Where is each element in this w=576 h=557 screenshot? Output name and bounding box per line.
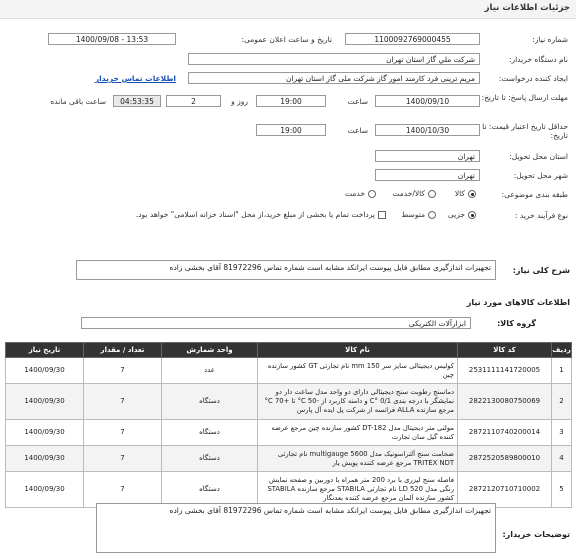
table-row[interactable] [6, 446, 572, 472]
remaining-time-label: ساعت باقی مانده [50, 97, 106, 106]
radio-icon[interactable] [368, 190, 376, 198]
province-label: استان محل تحویل: [509, 152, 568, 161]
validity-date-field: 1400/10/30 [375, 124, 480, 136]
cell-unit: دستگاه [162, 472, 258, 508]
cell-index: 2 [552, 384, 572, 420]
creator-label: ایجاد کننده درخواست: [498, 74, 568, 83]
deadline-date-field: 1400/09/10 [375, 95, 480, 107]
summary-text: تجهیزات اندازگیری مطابق فایل پیوست ایرانکد مشابه است شماره تماس 81972296 آقای بخشی زاده [76, 260, 496, 280]
table-row[interactable] [6, 358, 572, 384]
city-field: تهران [375, 169, 480, 181]
radio-selected-icon[interactable] [468, 211, 476, 219]
announce-label: تاریخ و ساعت اعلان عمومی: [241, 35, 332, 44]
cell-qty: 7 [84, 446, 162, 472]
buyer-contact-link[interactable]: اطلاعات تماس خریدار [94, 74, 176, 83]
deadline-label: مهلت ارسال پاسخ: تا تاریخ: [481, 93, 568, 102]
radio-icon[interactable] [428, 211, 436, 219]
process-label: نوع فرآیند خرید : [514, 211, 568, 220]
cell-index: 4 [552, 446, 572, 472]
goods-group-label: گروه کالا: [497, 319, 536, 328]
radio-selected-icon[interactable] [468, 190, 476, 198]
cell-name: کولیس دیجیتالی سایز سر 150 mm نام تجارتی GT کشور سازنده چین [258, 358, 458, 384]
cell-code: 2872110740200014 [458, 420, 552, 446]
cell-code: 2872520589800010 [458, 446, 552, 472]
goods-group-field: ابزارآلات الکتریکی [81, 317, 471, 329]
cell-name: دماسنج رطوبت سنج دیجیتالی دارای دو واحد مدل ساعت دار دو نمایشگر با درجه بندی C° 0/1 و دامنه کاربرد از -50 C° تا +70 C° مرجع سازنده ALLA فرانسه از شرکت پل ایده آل پارس [258, 384, 458, 420]
cell-unit: دستگاه [162, 420, 258, 446]
cell-unit: دستگاه [162, 446, 258, 472]
page-title: جزئیات اطلاعات نیاز [484, 3, 570, 13]
category-goods-option[interactable]: کالا [455, 189, 476, 198]
cell-index: 5 [552, 472, 572, 508]
cell-index: 1 [552, 358, 572, 384]
cell-qty: 7 [84, 358, 162, 384]
deadline-time-label: ساعت [347, 97, 368, 106]
col-header-date: تاریخ نیاز [6, 343, 84, 358]
col-header-qty: تعداد / مقدار [84, 343, 162, 358]
table-row[interactable] [6, 384, 572, 420]
buyer-notes-label: توضیحات خریدار: [502, 530, 570, 539]
goods-table [5, 342, 572, 508]
col-header-index: ردیف [552, 343, 572, 358]
cell-name: فاصله سنج لیزری با برد 200 متر همراه با دوربین و صفحه نمایش رنگی مدل LD 520 نام تجارتی STABILA مرجع سازنده STABILA کشور سازنده آلمان مرجع عرضه کننده بعدنگار [258, 472, 458, 508]
page-header [0, 0, 576, 19]
cell-index: 3 [552, 420, 572, 446]
city-label: شهر محل تحویل: [513, 171, 568, 180]
col-header-unit: واحد شمارش [162, 343, 258, 358]
checkbox-icon[interactable] [378, 211, 386, 219]
category-service-option[interactable]: خدمت [345, 189, 376, 198]
table-row[interactable] [6, 420, 572, 446]
summary-label: شرح کلی نیاز: [512, 266, 570, 275]
cell-code: 2872120710710002 [458, 472, 552, 508]
validity-time-label: ساعت [347, 126, 368, 135]
creator-field: مریم ترینی فرد کارمند امور گاز شرکت ملی گاز استان تهران [188, 72, 480, 84]
cell-unit: دستگاه [162, 384, 258, 420]
process-medium-option[interactable]: متوسط [401, 210, 436, 219]
days-label: روز و [231, 97, 248, 106]
deadline-time-field: 19:00 [256, 95, 326, 107]
buyer-label: نام دستگاه خریدار: [508, 55, 568, 64]
cell-date: 1400/09/30 [6, 358, 84, 384]
payment-note[interactable]: پرداخت تمام یا بخشی از مبلغ خرید،از محل "اسناد خزانه اسلامی" خواهد بود. [136, 210, 386, 219]
validity-time-field: 19:00 [256, 124, 326, 136]
category-label: طبقه بندی موضوعی: [501, 190, 568, 199]
cell-name: مولتی متر دیجیتال مدل DT-182 کشور سازنده چین مرجع عرضه کننده گیل سان تجارت [258, 420, 458, 446]
cell-date: 1400/09/30 [6, 384, 84, 420]
need-number-field: 1100092769000455 [345, 33, 480, 45]
announce-field: 1400/09/08 - 13:53 [48, 33, 176, 45]
table-header-row [6, 343, 572, 358]
col-header-code: کد کالا [458, 343, 552, 358]
col-header-name: نام کالا [258, 343, 458, 358]
radio-icon[interactable] [428, 190, 436, 198]
category-goods-service-option[interactable]: کالا/خدمت [392, 189, 436, 198]
cell-date: 1400/09/30 [6, 472, 84, 508]
days-field: 2 [166, 95, 221, 107]
need-number-label: شماره نیاز: [532, 35, 568, 44]
cell-qty: 7 [84, 472, 162, 508]
province-field: تهران [375, 150, 480, 162]
cell-qty: 7 [84, 420, 162, 446]
buyer-notes-text: تجهیزات اندازگیری مطابق فایل پیوست ایرانکد مشابه است شماره تماس 81972296 آقای بخشی زاده [96, 503, 496, 553]
process-minor-option[interactable]: جزیی [448, 210, 476, 219]
cell-name: ضخامت سنج آلتراسونیک مدل multigauge 5600 نام تجارتی TRITEX NDT مرجع عرضه کننده پویش یار [258, 446, 458, 472]
validity-label: حداقل تاریخ اعتبار قیمت: تا تاریخ: [482, 122, 568, 140]
cell-date: 1400/09/30 [6, 446, 84, 472]
cell-unit: عدد [162, 358, 258, 384]
buyer-field: شرکت ملي گاز استان تهران [188, 53, 480, 65]
cell-code: 2822130080750069 [458, 384, 552, 420]
cell-date: 1400/09/30 [6, 420, 84, 446]
cell-code: 2531111141720005 [458, 358, 552, 384]
cell-qty: 7 [84, 384, 162, 420]
remaining-time-field: 04:53:35 [113, 95, 161, 107]
goods-section-title: اطلاعات کالاهای مورد نیاز [466, 298, 570, 307]
